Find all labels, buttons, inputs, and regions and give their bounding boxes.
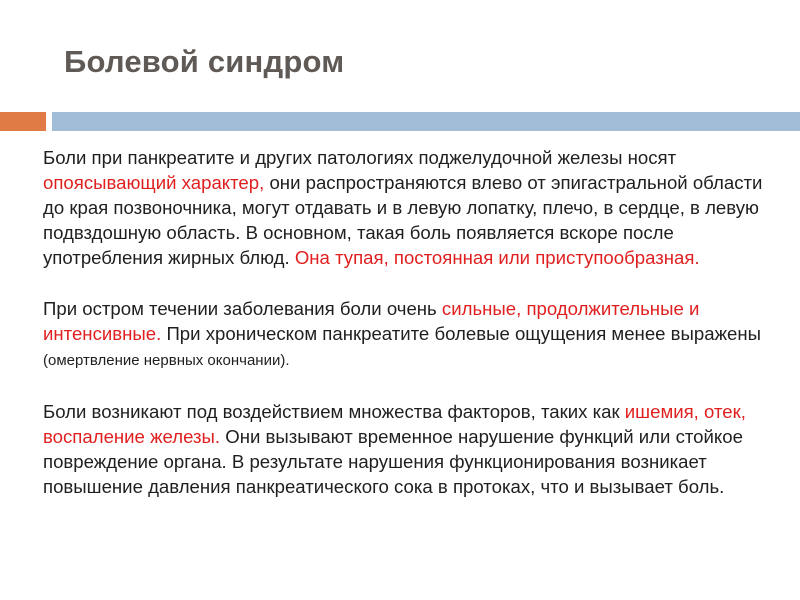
paragraph-acute-chronic	[43, 296, 783, 373]
text-segment: При хроническом панкреатите болевые ощущения менее выражены	[161, 323, 762, 344]
text-segment: При остром течении заболевания боли очень	[43, 298, 442, 319]
title-rule-bar	[52, 112, 800, 131]
slide-body	[43, 145, 783, 525]
highlight-pain-character: Она тупая, постоянная или приступообразная.	[294, 247, 700, 268]
paragraph-causes	[43, 399, 783, 499]
paragraph-pain-description	[43, 145, 783, 270]
highlight-intensity: сильные, продолжительные и интенсивные.	[43, 298, 700, 344]
text-segment: Боли возникают под воздействием множества факторов, таких как	[43, 401, 625, 422]
slide-title: Болевой синдром	[64, 44, 345, 79]
text-segment: они распространяются влево от эпигастральной области до края позвоночника, могут отдавать и в левую лопатку, плечо, в сердце, в левую подвздошную область. В основном, такая боль появляется вскоре после употребления жирных блюд.	[43, 172, 763, 268]
title-accent-bar	[0, 112, 46, 131]
note-nerve-endings: (омертвление нервных окончании).	[43, 352, 290, 369]
highlight-girdle-pain: опоясывающий характер,	[43, 172, 265, 193]
text-segment: Боли при панкреатите и других патологиях поджелудочной железы носят	[43, 147, 677, 168]
highlight-causes: ишемия, отек, воспаление железы.	[43, 401, 746, 447]
text-segment: Они вызывают временное нарушение функций или стойкое повреждение органа. В результате нарушения функционирования возникает повышение давления панкреатического сока в протоках, что и вызывает боль.	[43, 426, 743, 497]
